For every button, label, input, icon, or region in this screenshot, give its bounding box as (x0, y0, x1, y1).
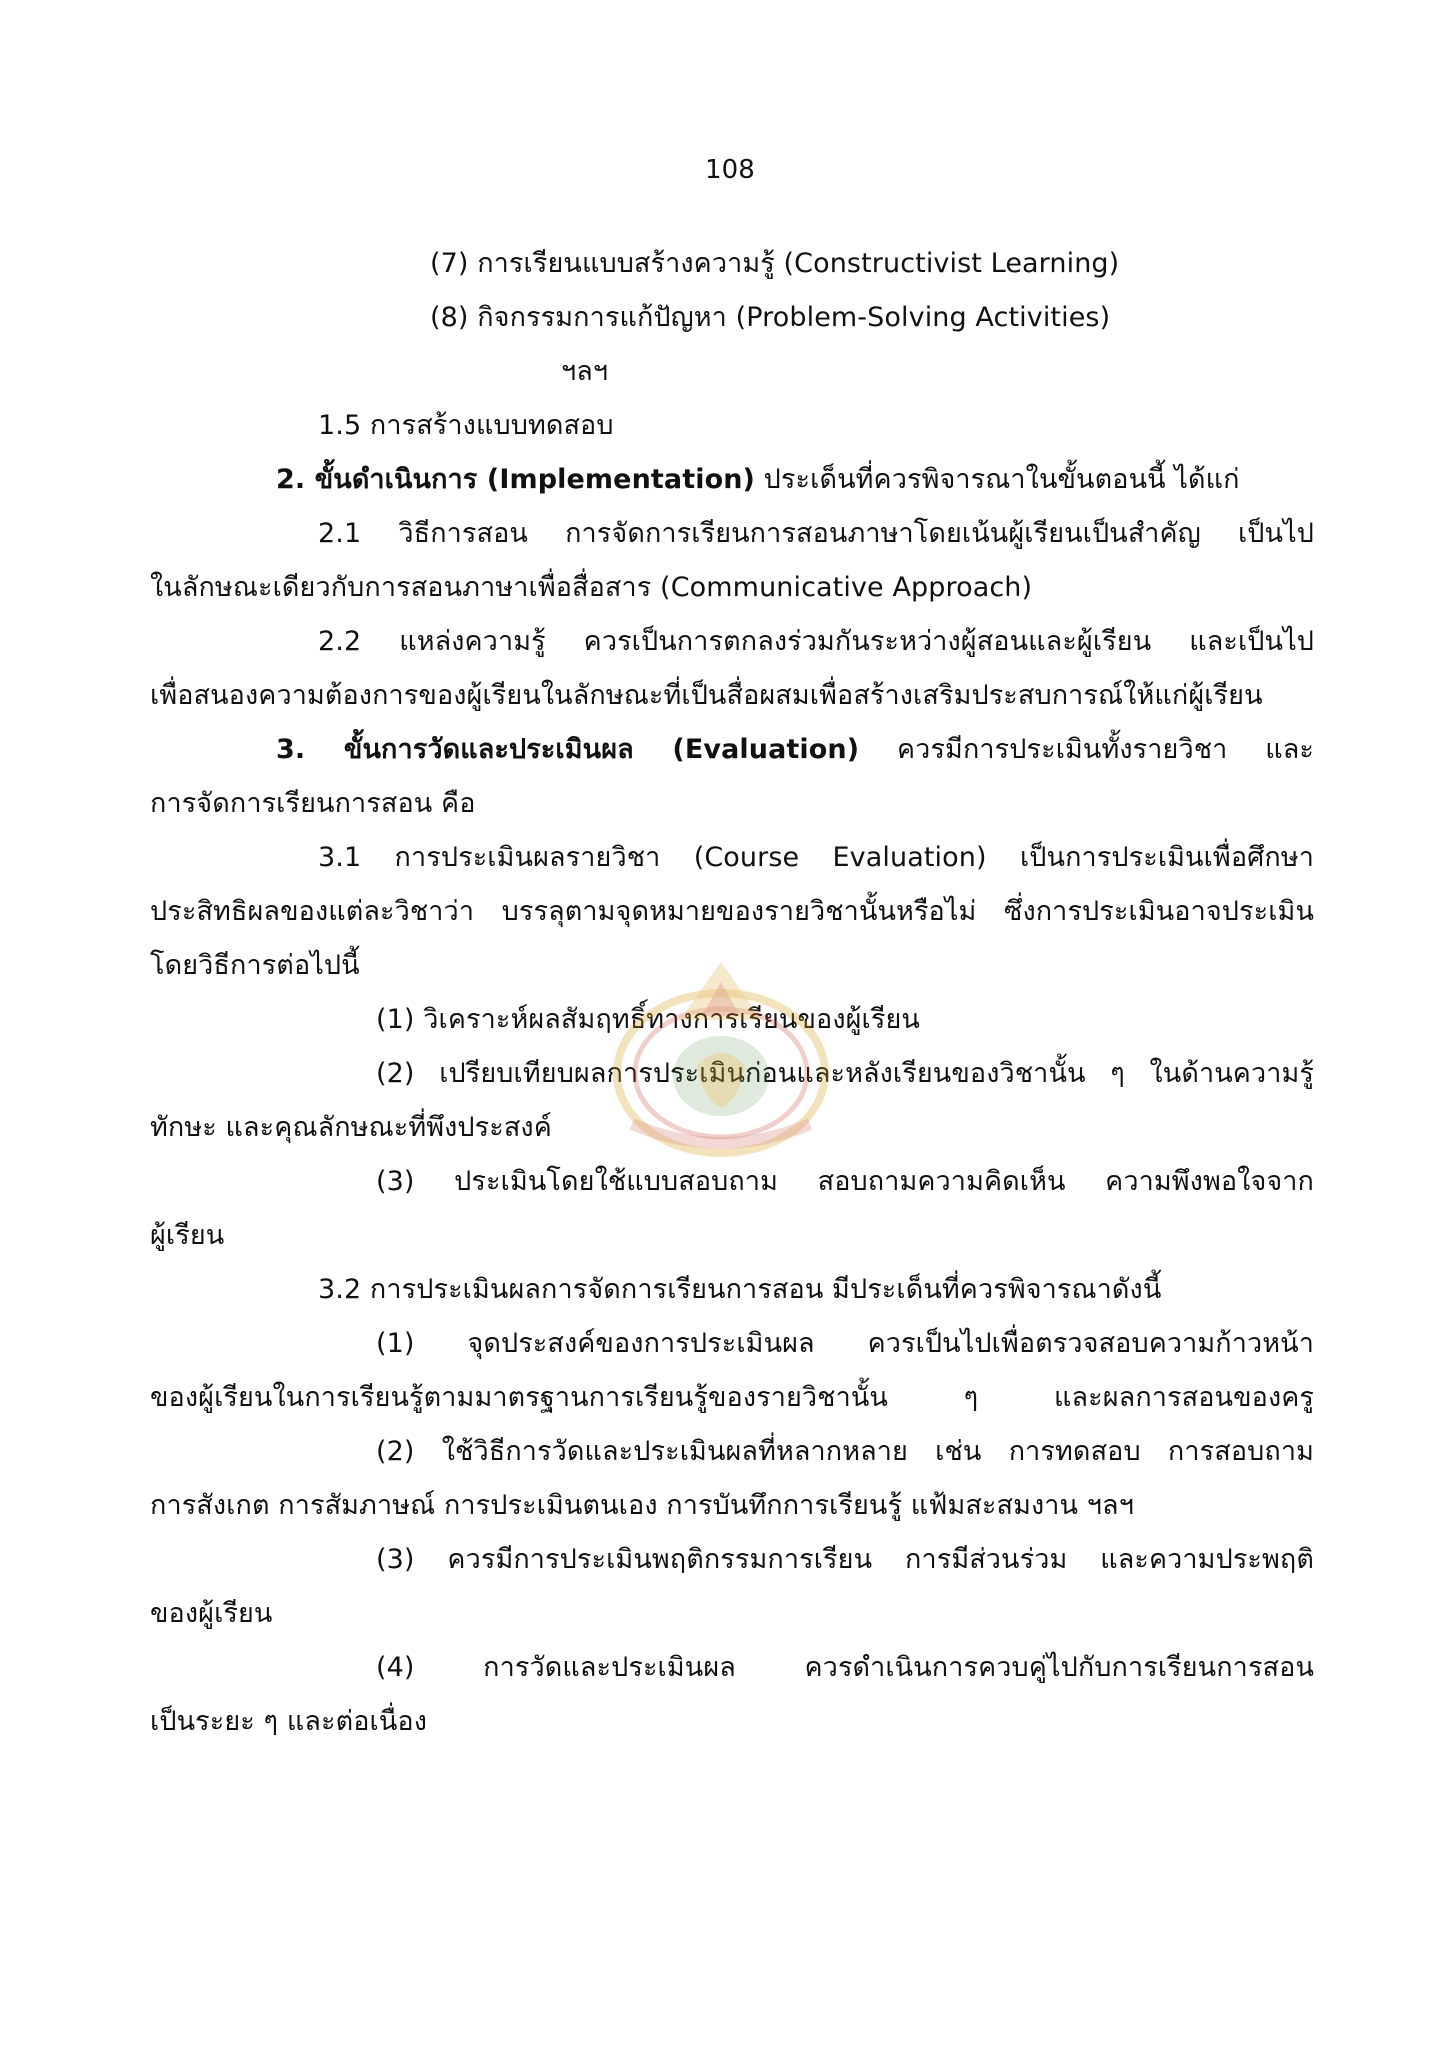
item-3-2-2-cont: การสังเกต การสัมภาษณ์ การประเมินตนเอง การบันทึกการเรียนรู้ แฟ้มสะสมงาน ฯลฯ (150, 1490, 1134, 1521)
item-3-1-3-cont: ผู้เรียน (150, 1220, 225, 1251)
list-item-8: (8) กิจกรรมการแก้ปัญหา (Problem-Solving Activities) (430, 302, 1111, 333)
heading-implementation-rest: ประเด็นที่ควรพิจารณาในขั้นตอนนี้ ได้แก่ (755, 464, 1240, 495)
item-3-1-1: (1) วิเคราะห์ผลสัมฤทธิ์ทางการเรียนของผู้เรียน (376, 1004, 920, 1035)
item-2-1: 2.1 วิธีการสอน การจัดการเรียนการสอนภาษาโดยเน้นผู้เรียนเป็นสำคัญ เป็นไป (318, 518, 1314, 549)
item-3-2: 3.2 การประเมินผลการจัดการเรียนการสอน มีประเด็นที่ควรพิจารณาดังนี้ (318, 1274, 1162, 1305)
item-3-1-cont2: โดยวิธีการต่อไปนี้ (150, 950, 360, 981)
item-1-5: 1.5 การสร้างแบบทดสอบ (318, 410, 614, 441)
item-3-2-4: (4) การวัดและประเมินผล ควรดำเนินการควบคู่ไปกับการเรียนการสอน (376, 1652, 1314, 1683)
item-3-1-3: (3) ประเมินโดยใช้แบบสอบถาม สอบถามความคิดเห็น ความพึงพอใจจาก (376, 1166, 1314, 1197)
item-3-2-1-cont: ของผู้เรียนในการเรียนรู้ตามมาตรฐานการเรียนรู้ของรายวิชานั้น ๆ และผลการสอนของครู (150, 1382, 1314, 1413)
item-2-1-cont: ในลักษณะเดียวกับการสอนภาษาเพื่อสื่อสาร (Communicative Approach) (150, 572, 1033, 603)
item-3-1-cont: ประสิทธิผลของแต่ละวิชาว่า บรรลุตามจุดหมายของรายวิชานั้นหรือไม่ ซึ่งการประเมินอาจประเมิน (150, 896, 1314, 927)
page-number: 108 (705, 155, 755, 185)
item-3-1-2: (2) เปรียบเทียบผลการประเมินก่อนและหลังเรียนของวิชานั้น ๆ ในด้านความรู้ (376, 1058, 1314, 1089)
item-3-1: 3.1 การประเมินผลรายวิชา (Course Evaluation) เป็นการประเมินเพื่อศึกษา (318, 842, 1314, 873)
list-item-7: (7) การเรียนแบบสร้างความรู้ (Constructivist Learning) (430, 248, 1120, 279)
item-3-1-2-cont: ทักษะ และคุณลักษณะที่พึงประสงค์ (150, 1112, 552, 1143)
heading-evaluation (276, 730, 1314, 770)
item-3-2-4-cont: เป็นระยะ ๆ และต่อเนื่อง (150, 1706, 428, 1737)
item-3-2-3-cont: ของผู้เรียน (150, 1598, 273, 1629)
heading-implementation-title: 2. ขั้นดำเนินการ (Implementation) (276, 464, 755, 495)
item-3-2-2: (2) ใช้วิธีการวัดและประเมินผลที่หลากหลาย เช่น การทดสอบ การสอบถาม (376, 1436, 1314, 1467)
heading-evaluation-cont: การจัดการเรียนการสอน คือ (150, 788, 476, 819)
item-3-2-1: (1) จุดประสงค์ของการประเมินผล ควรเป็นไปเพื่อตรวจสอบความก้าวหน้า (376, 1328, 1314, 1359)
item-3-2-3: (3) ควรมีการประเมินพฤติกรรมการเรียน การมีส่วนร่วม และความประพฤติ (376, 1544, 1314, 1575)
heading-evaluation-title: 3. ขั้นการวัดและประเมินผล (Evaluation) (276, 734, 860, 765)
heading-implementation (276, 460, 1240, 500)
etcetera: ฯลฯ (561, 356, 609, 387)
item-2-2-cont: เพื่อสนองความต้องการของผู้เรียนในลักษณะที่เป็นสื่อผสมเพื่อสร้างเสริมประสบการณ์ให้แก่ผู้เรียน (150, 680, 1263, 711)
heading-evaluation-rest: ควรมีการประเมินทั้งรายวิชา และ (859, 734, 1314, 765)
item-2-2: 2.2 แหล่งความรู้ ควรเป็นการตกลงร่วมกันระหว่างผู้สอนและผู้เรียน และเป็นไป (318, 626, 1314, 657)
